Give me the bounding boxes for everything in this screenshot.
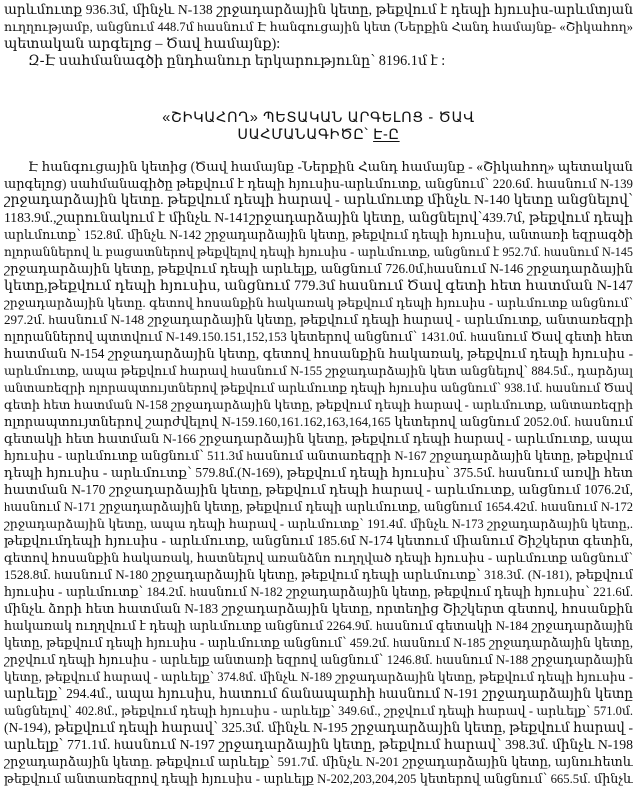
body-line: անտառեզրի ոլորապտույտներով թեքվում արևմուտք դեպի հյուսիս անցնում՝ 938.1մ. hասնում Ծավ <box>4 381 633 395</box>
body-line: ոլորաններով պտտվում N-149.150.151,152,153 կետերով անցնում՝ 1431.0մ. hասնում Ծավ գետի հետ <box>4 330 633 344</box>
body-line: հակառակ ուղղվում է դեպի արևմուտք անցնում 2264.9մ. hասնում գետակի N-184 շրջադարձային <box>4 619 633 633</box>
section-title-prefix: ՍԱՀՄԱՆԱԳԻԾԸ՝ <box>237 127 374 143</box>
body-line: թեքվումդեպի հյուսիս - արևմուտք, անցնում 185.6մ N-174 կետում միանում Շիշկերտ գետին, <box>4 533 633 548</box>
body-line: մինչև ձորի հետ հատման N-183 շրջադարձային կետը, որտեղից Շիշկերտ գետով, հոսանքին <box>4 601 633 616</box>
body-line: hասնում N-171 շրջադարձային կետը, թեքվում դեպի արևմուտք, անցնում 1654.42մ. hասնում N-172 <box>4 500 633 514</box>
body-line: շրջադարձային կետը. գետով հոսանքին հակառակ թեքվում դեպի հյուսիս - արևմուտք անցնում՝ <box>4 296 633 310</box>
body-line: 297.2մ. hասնում N-148 շրջադարձային կետը, թեքվում դեպի հարավ - արևմուտք, անտառեզրի <box>4 312 633 327</box>
section-title-segment-code: Է-Ը <box>373 127 400 143</box>
body-line: արևմուտք, ապա թեքվում հարավ hասնում N-155 շրջադարձային կետ անցնելով՝ 884.5մ., դարձյալ <box>4 364 633 378</box>
body-line: գետի հետ հատման N-158 շրջադարձային կետը, թեքվում դեպի հարավ - արևմուտք, անտառեզրի <box>4 398 633 412</box>
intro-line: ուղղությամբ, անցնում 448.7մ hասնում Է հանգուցային կետ (Ներքին Հանդ համայնք- «Շիկահող» <box>4 20 633 34</box>
body-line: հատման N-170 շրջադարձային կետը, թեքվում դեպի հարավ - արևմուտք, անցնում 1076.2մ, <box>4 482 633 497</box>
body-line: թեքվում անտառեզրով դեպի հյուսիս - արևելք N-202,203,204,205 կետերով անցնում՝ 665.5մ. մինչև <box>4 772 633 786</box>
body-line: (N-194), թեքվում դեպի հարավ՝ 325.3մ. մինչև N-195 շրջադարձային կետը, թեքվում հարավ - <box>4 720 633 735</box>
total-length-line: Զ-Է սահմանագծի ընդհանուր երկարությունը՝ 8196.1մ է : <box>28 53 446 69</box>
body-line: գետով հոսանքին հակառակ, հատնելով առանձնո ուղղված դեպի հյուսիս - արևմուտք անցնում՝ <box>4 551 633 565</box>
intro-line: պետական արգելոց – Ծավ համայնք): <box>4 36 281 52</box>
body-line: հյուսիս - արևմուտք անցնում՝ 511.3մ hասնում անտառեզրի N-167 շրջադարձային կետը, թեքվում <box>4 449 633 463</box>
body-line: կետը, թեքվում դեպի հյուսիս - արևմուտք անցնում՝ 459.2մ. hասնում N-185 շրջադարձային կետը, <box>4 636 633 650</box>
body-line: հյուսիս - արևմուտք՝ 184.2մ. hասնում N-182 շրջադարձային կետը, թեքվում դեպի հյուսիս՝ 221.6մ. <box>4 585 633 599</box>
body-line: 1528.8մ. hասնում N-180 շրջադարձային կետը, թեքվում դեպի արևմուտք՝ 318.3մ. (N-181), թեքվում <box>4 568 633 582</box>
body-line: շրջադարձային կետը, ապա դեպի հարավ - արևմուտք՝ 191.4մ. մինչև N-173 շրջադարձային կետը,. <box>4 517 633 531</box>
body-line: արգելոց) սահմանագիծը թեքվում է դեպի հյուսիս-արևմուտք, անցնում՝ 220.6մ. հասնում N-139 <box>4 177 633 191</box>
body-line: կետը,թեքվում դեպի հյուսիս, անցնում 779.3մ hասնում Ծավ գետի հետ հատման N-147 <box>4 278 633 294</box>
body-line: գետակի հետ հատման N-166 շրջադարձային կետը, թեքվում դեպի հարավ - արևմուտք, ապա <box>4 431 633 446</box>
body-line: անցնելով՝ 402.8մ., թեքվում դեպի հյուսիս - արևելք՝ 349.6մ., շրջվում դեպի հարավ - արևելք՝ 571.0մ. <box>4 704 633 718</box>
body-line: հատման N-154 շրջադարձային կետը, գետով հոսանքին հակառակ, թեքվում դեպի հյուսիս - <box>4 346 633 361</box>
body-line: 1183.9մ.,շարունակում է մինչև N-141շրջադարձային կետը, անցնելով՝439.7մ, թեքվում դեպի <box>4 210 633 225</box>
body-line: արևելք՝ 294.4մ., ապա հյուսիս, հատում ճանապարհի hասնում N-191 շրջադարձային կետը <box>4 686 633 701</box>
body-line: ոլորապտույտներով շարժվելով N-159.160,161.162,163,164,165 կետերով անցնում 2052.0մ. hասնում <box>4 414 633 429</box>
body-line: արևելք՝ 771.1մ. hասնում N-197 շրջադարձային կետը, թեքվում հարավ՝ 398.3մ. մինչև N-198 <box>4 737 633 752</box>
body-line: շրջադարձային կետը. թեքվում արևելք՝ 591.7մ. մինչև N-201 շրջադարձային կետը, այնուհետև <box>4 754 633 769</box>
body-line: ոլորաններով և բացատներով թեքվելով դեպի հյուսիս - արևմուտք, անցնում է 952.7մ. hասնում N-145 <box>4 245 633 259</box>
section-title-line-1: «ՇԻԿԱՀՈՂ» ՊԵՏԱԿԱՆ ԱՐԳԵԼՈՑ - ԾԱՎ <box>162 110 475 126</box>
body-line: դեպի հյուսիս - արևմուտք՝ 579.8մ.(N-169), թեքվում դեպի հյուսիս՝ 375.5մ. hասնում առվի հետ <box>4 465 633 480</box>
body-line: կետը, թեքվում հարավ - արևելք՝ 374.8մ. մինչև N-189 շրջադարձային կետը, թեքվում դեպի հյուսիս - <box>4 670 633 684</box>
intro-line: արևմուտք 936.3մ, մինչև N-138 շրջադարձային կետը, թեքվում է դեպի հյուսիս-արևմտյան <box>4 2 633 17</box>
body-line: շրջադարձային կետը. թեքվում դեպի հարավ - արևմուտք մինչև N-140 կետը անցնելով՝ <box>4 193 633 208</box>
body-line: Է հանգուցային կետից (Ծավ համայնք -Ներքին Հանդ համայնք - «Շիկահող» պետական <box>28 159 633 174</box>
section-title-line-2 <box>0 127 637 144</box>
body-line: արևմուտք՝ 152.8մ. մինչև N-142 շրջադարձային կետը, թեքվում դեպի հյուսիս, անտառի եզրագծի <box>4 228 633 242</box>
body-line: շրջադարձային կետը, թեքվում դեպի արևելք, անցնում 726.0մ,hասնում N-146 շրջադարձային <box>4 261 633 276</box>
body-line: շրջվում դեպի հյուսիս - արևելք անտառի եզրով անցնում՝ 1246.8մ. hասնում N-188 շրջադարձային <box>4 653 633 667</box>
